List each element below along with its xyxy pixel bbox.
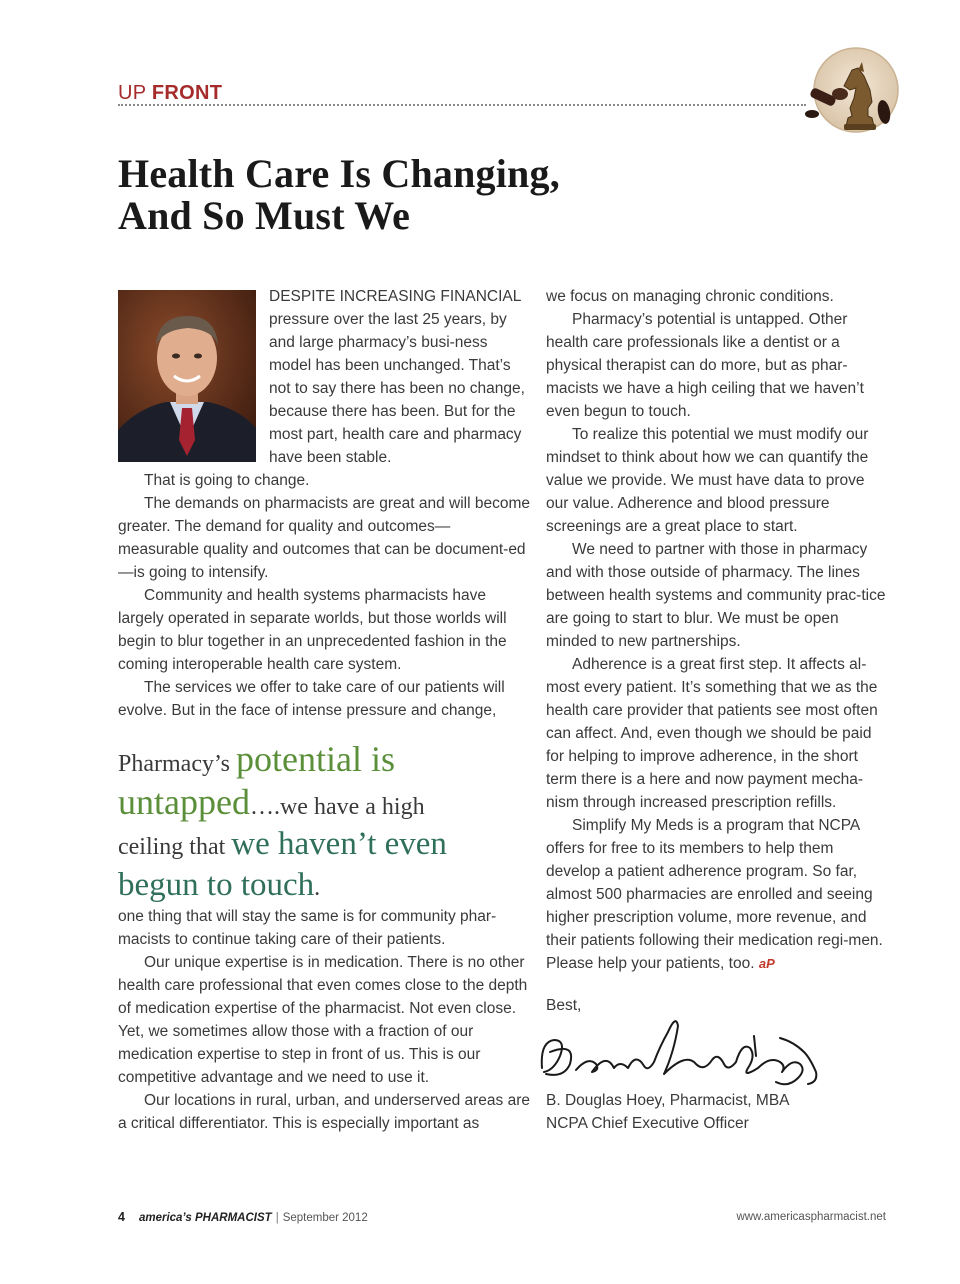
author-portrait bbox=[118, 290, 256, 462]
paragraph: The services we offer to take care of our patients will evolve. But in the face of intense pressure and change, bbox=[118, 679, 505, 719]
column-1-top bbox=[118, 469, 530, 722]
paragraph: Our locations in rural, urban, and underserved areas are a critical differentiator. This is especially important as bbox=[118, 1092, 530, 1132]
website-link[interactable]: www.americaspharmacist.net bbox=[736, 1211, 886, 1223]
pull-quote-text: ceiling that bbox=[118, 834, 232, 860]
paragraph: Our unique expertise is in medication. There is no other health care professional that even comes close to the depth of medication expertise of the pharmacist. Not even close. Yet, we sometimes allow those with a fraction of our medication expertise to step in front of us. This is our competitive advantage and we need to use it. bbox=[118, 954, 528, 1086]
paragraph: Community and health systems pharmacists have largely operated in separate worlds, but those worlds will begin to blur together in an unprecedented fashion in the coming interoperable health care system. bbox=[118, 587, 507, 673]
paragraph: Pharmacy’s potential is untapped. Other health care professionals like a dentist or a physical therapist can do more, but as phar-macists we have a high ceiling that we haven’t even begun to touch. bbox=[546, 311, 864, 420]
pull-quote-text: ….we have a high bbox=[249, 794, 425, 820]
paragraph: one thing that will stay the same is for community phar-macists to continue taking care of their patients. bbox=[118, 908, 497, 948]
paragraph: we focus on managing chronic conditions. bbox=[546, 288, 834, 305]
section-prefix: UP bbox=[118, 82, 147, 104]
intro-paragraph bbox=[269, 285, 531, 469]
paragraph: To realize this potential we must modify our mindset to think about how we can quantify the value we provide. We must have data to prove our value. Adherence and blood pressure screenings are a great place to start. bbox=[546, 426, 869, 535]
footer-separator: | bbox=[275, 1212, 279, 1224]
title-line-2: And So Must We bbox=[118, 193, 411, 238]
author-signoff bbox=[546, 1089, 790, 1135]
pull-quote-text: . bbox=[314, 875, 321, 901]
section-divider bbox=[118, 104, 806, 106]
pull-quote-text: Pharmacy’s bbox=[118, 751, 236, 777]
title-line-1: Health Care Is Changing, bbox=[118, 151, 560, 196]
pull-quote-line-1 bbox=[118, 740, 538, 786]
last-paragraph bbox=[546, 814, 888, 975]
pull-quote-emphasis: potential is bbox=[235, 739, 395, 779]
footer-folio bbox=[118, 1210, 368, 1224]
page-number: 4 bbox=[118, 1210, 125, 1224]
end-mark: aP bbox=[758, 956, 775, 971]
issue-date: September 2012 bbox=[282, 1212, 368, 1224]
pull-quote-emphasis: begun to touch bbox=[118, 867, 315, 903]
pull-quote-emphasis: we haven’t even bbox=[231, 826, 447, 862]
paragraph: The demands on pharmacists are great and will become greater. The demand for quality and outcomes—measurable quality and outcomes that can be document-ed—is going to intensify. bbox=[118, 495, 530, 581]
handwritten-signature bbox=[536, 1012, 822, 1090]
paragraph: That is going to change. bbox=[144, 472, 310, 489]
pull-quote-line-4 bbox=[118, 868, 538, 908]
column-1-bottom bbox=[118, 905, 530, 1135]
intro-text: DESPITE INCREASING FINANCIAL pressure over the last 25 years, by and large pharmacy’s busi-ness model has been unchanged. That’s not to say there has been no change, because there has been. But for the most part, health care and pharmacy have been stable. bbox=[269, 288, 525, 466]
pull-quote-line-2 bbox=[118, 782, 538, 826]
article-title bbox=[118, 153, 560, 237]
magazine-name: america’s PHARMACIST bbox=[138, 1212, 272, 1224]
pull-quote-emphasis: untapped bbox=[118, 782, 250, 822]
author-name: B. Douglas Hoey, Pharmacist, MBA bbox=[546, 1092, 790, 1109]
chess-knight-icon bbox=[800, 46, 904, 136]
pull-quote bbox=[118, 740, 538, 908]
section-label: FRONT bbox=[151, 82, 223, 104]
paragraph: We need to partner with those in pharmacy and with those outside of pharmacy. The lines between health systems and community prac-tice are going to start to blur. We must be open minded to new partnerships. bbox=[546, 541, 886, 650]
column-2 bbox=[546, 285, 888, 975]
pull-quote-line-3 bbox=[118, 826, 538, 868]
closing: Best, bbox=[546, 997, 582, 1014]
author-title: NCPA Chief Executive Officer bbox=[546, 1115, 749, 1132]
paragraph-text: Simplify My Meds is a program that NCPA offers for free to its members to help them develop a patient adherence program. So far, almost 500 pharmacies are enrolled and seeing higher prescription volume, more revenue, and their patients following their medication regi-men. Please help your patients, too. bbox=[546, 817, 883, 972]
section-header bbox=[118, 82, 222, 105]
paragraph: Adherence is a great first step. It affects al-most every patient. It’s something that we as the health care provider that patients see most often can affect. And, even though we should be paid for helping to improve adherence, in the short term there is a here and now payment mecha-nism through increased prescription refills. bbox=[546, 656, 878, 811]
